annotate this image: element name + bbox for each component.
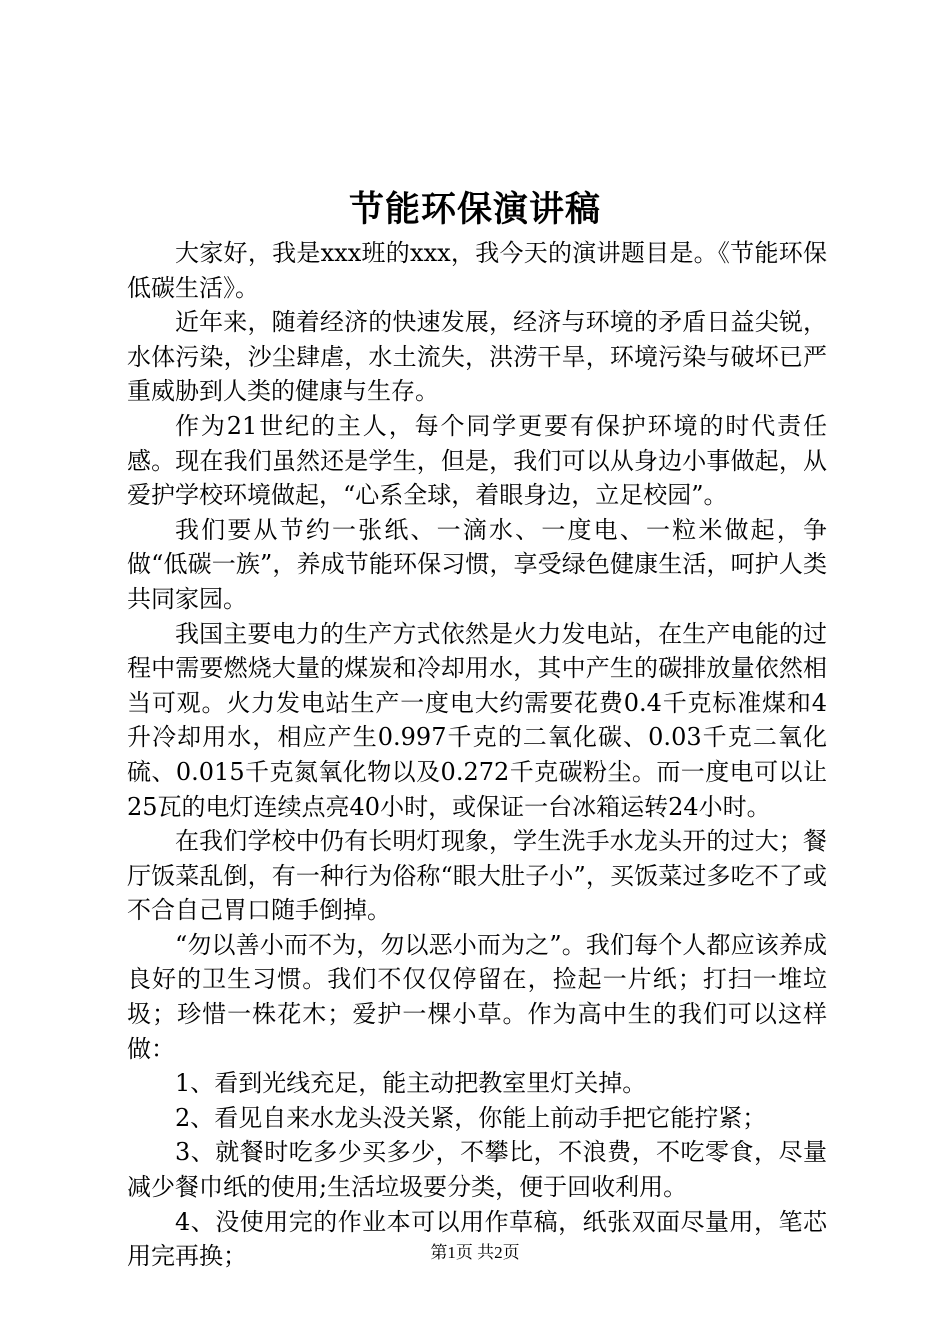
paragraph: 我们要从节约一张纸、一滴水、一度电、一粒米做起，争做“低碳一族”，养成节能环保习惯，享受绿色健康生活，呵护人类共同家园。 [127,515,827,613]
list-item: 1、看到光线充足，能主动把教室里灯关掉。 [175,1069,647,1098]
paragraph: 大家好，我是xxx班的xxx，我今天的演讲题目是。《节能环保低碳生活》。 [127,239,827,302]
page-footer: 第1页 共2页 [430,1243,520,1262]
paragraph: 在我们学校中仍有长明灯现象，学生洗手水龙头开的过大；餐厅饭菜乱倒，有一种行为俗称“眼大肚子小”，买饭菜过多吃不了或不合自己胃口随手倒掉。 [127,827,827,925]
document-title: 节能环保演讲稿 [348,189,601,230]
list-item: 3、就餐时吃多少买多少，不攀比，不浪费，不吃零食，尽量减少餐巾纸的使用;生活垃圾要分类，便于回收利用。 [127,1138,827,1202]
paragraph: 我国主要电力的生产方式依然是火力发电站，在生产电能的过程中需要燃烧大量的煤炭和冷却用水，其中产生的碳排放量依然相当可观。火力发电站生产一度电大约需要花费0.4千克标准煤和4升冷却用水，相应产生0.997千克的二氧化碳、0.03千克二氧化硫、0.015千克氮氧化物以及0.272千克碳粉尘。而一度电可以让25瓦的电灯连续点亮40小时，或保证一台冰箱运转24小时。 [127,619,827,821]
paragraph: 近年来，随着经济的快速发展，经济与环境的矛盾日益尖锐，水体污染，沙尘肆虐，水土流失，洪涝干旱，环境污染与破坏已严重威胁到人类的健康与生存。 [127,308,827,406]
document-body [127,236,827,1274]
list-item: 4、没使用完的作业本可以用作草稿，纸张双面尽量用，笔芯用完再换； [127,1207,827,1271]
paragraph: “勿以善小而不为，勿以恶小而为之”。我们每个人都应该养成良好的卫生习惯。我们不仅仅停留在，捡起一片纸；打扫一堆垃圾；珍惜一株花木；爱护一棵小草。作为高中生的我们可以这样做： [127,930,827,1063]
paragraph: 作为21世纪的主人，每个同学更要有保护环境的时代责任感。现在我们虽然还是学生，但是，我们可以从身边小事做起，从爱护学校环境做起，“心系全球，着眼身边，立足校园”。 [127,411,827,510]
list-item: 2、看见自来水龙头没关紧，你能上前动手把它能拧紧； [175,1103,767,1132]
